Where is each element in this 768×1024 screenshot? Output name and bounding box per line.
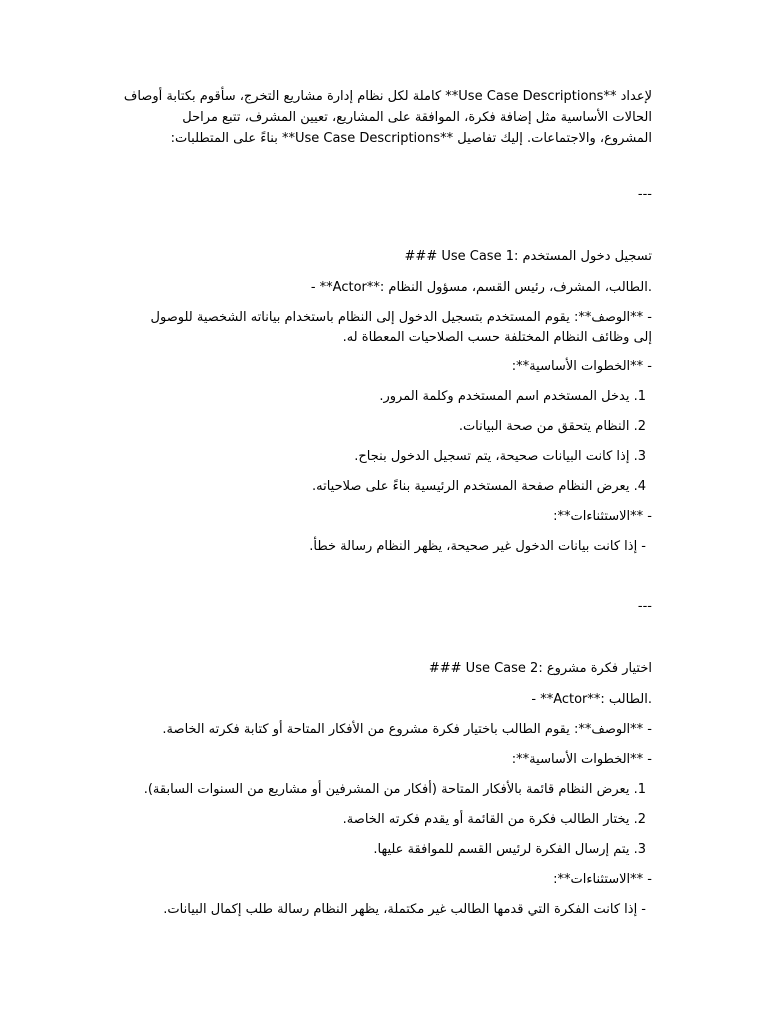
use-case-1-exception: - إذا كانت بيانات الدخول غير صحيحة، يظهر النظام رسالة خطأ. [309,539,646,554]
use-case-1-step: 4. يعرض النظام صفحة المستخدم الرئيسية بناءً على صلاحياته. [312,479,646,494]
use-case-2-step: 2. يختار الطالب فكرة من القائمة أو يقدم فكرته الخاصة. [342,812,646,827]
use-case-2-exceptions-label: - **الاستثناءات**: [553,872,652,887]
intro-paragraph [112,86,652,149]
use-case-1-exceptions-label: - **الاستثناءات**: [553,509,652,524]
use-case-1-step: 3. إذا كانت البيانات صحيحة، يتم تسجيل الدخول بنجاح. [354,449,646,464]
use-case-1-heading: ### Use Case 1: تسجيل دخول المستخدم [404,249,652,264]
use-case-2-step: 1. يعرض النظام قائمة بالأفكار المتاحة (أفكار من المشرفين أو مشاريع من السنوات السابقة). [143,782,646,797]
intro-line: المشروع، والاجتماعات. إليك تفاصيل **Use Case Descriptions** بناءً على المتطلبات: [170,131,652,146]
use-case-1-step: 1. يدخل المستخدم اسم المستخدم وكلمة المرور. [379,389,646,404]
use-case-1-description [112,308,652,348]
use-case-1-steps-label: - **الخطوات الأساسية**: [511,359,652,374]
use-case-2-steps-label: - **الخطوات الأساسية**: [511,752,652,767]
use-case-1-actor: - **Actor**: الطالب، المشرف، رئيس القسم، مسؤول النظام. [310,280,652,295]
description-line: - **الوصف**: يقوم المستخدم بتسجيل الدخول إلى النظام باستخدام بياناته الشخصية للوصول [150,310,652,325]
use-case-2-actor: - **Actor**: الطالب. [531,692,652,707]
separator: --- [637,187,652,202]
separator: --- [637,599,652,614]
use-case-2-exception: - إذا كانت الفكرة التي قدمها الطالب غير مكتملة، يظهر النظام رسالة طلب إكمال البيانات. [163,902,646,917]
intro-line: الحالات الأساسية مثل إضافة فكرة، الموافقة على المشاريع، تعيين المشرف، تتبع مراحل [182,110,652,125]
use-case-2-step: 3. يتم إرسال الفكرة لرئيس القسم للموافقة عليها. [373,842,646,857]
intro-line: لإعداد **Use Case Descriptions** كاملة لكل نظام إدارة مشاريع التخرج، سأقوم بكتابة أوصاف [123,89,652,104]
description-line: إلى وظائف النظام المختلفة حسب الصلاحيات المعطاة له. [342,330,652,345]
use-case-2-heading: ### Use Case 2: اختيار فكرة مشروع [428,661,652,676]
use-case-2-description: - **الوصف**: يقوم الطالب باختيار فكرة مشروع من الأفكار المتاحة أو كتابة فكرته الخاصة. [162,722,652,737]
use-case-1-step: 2. النظام يتحقق من صحة البيانات. [458,419,646,434]
